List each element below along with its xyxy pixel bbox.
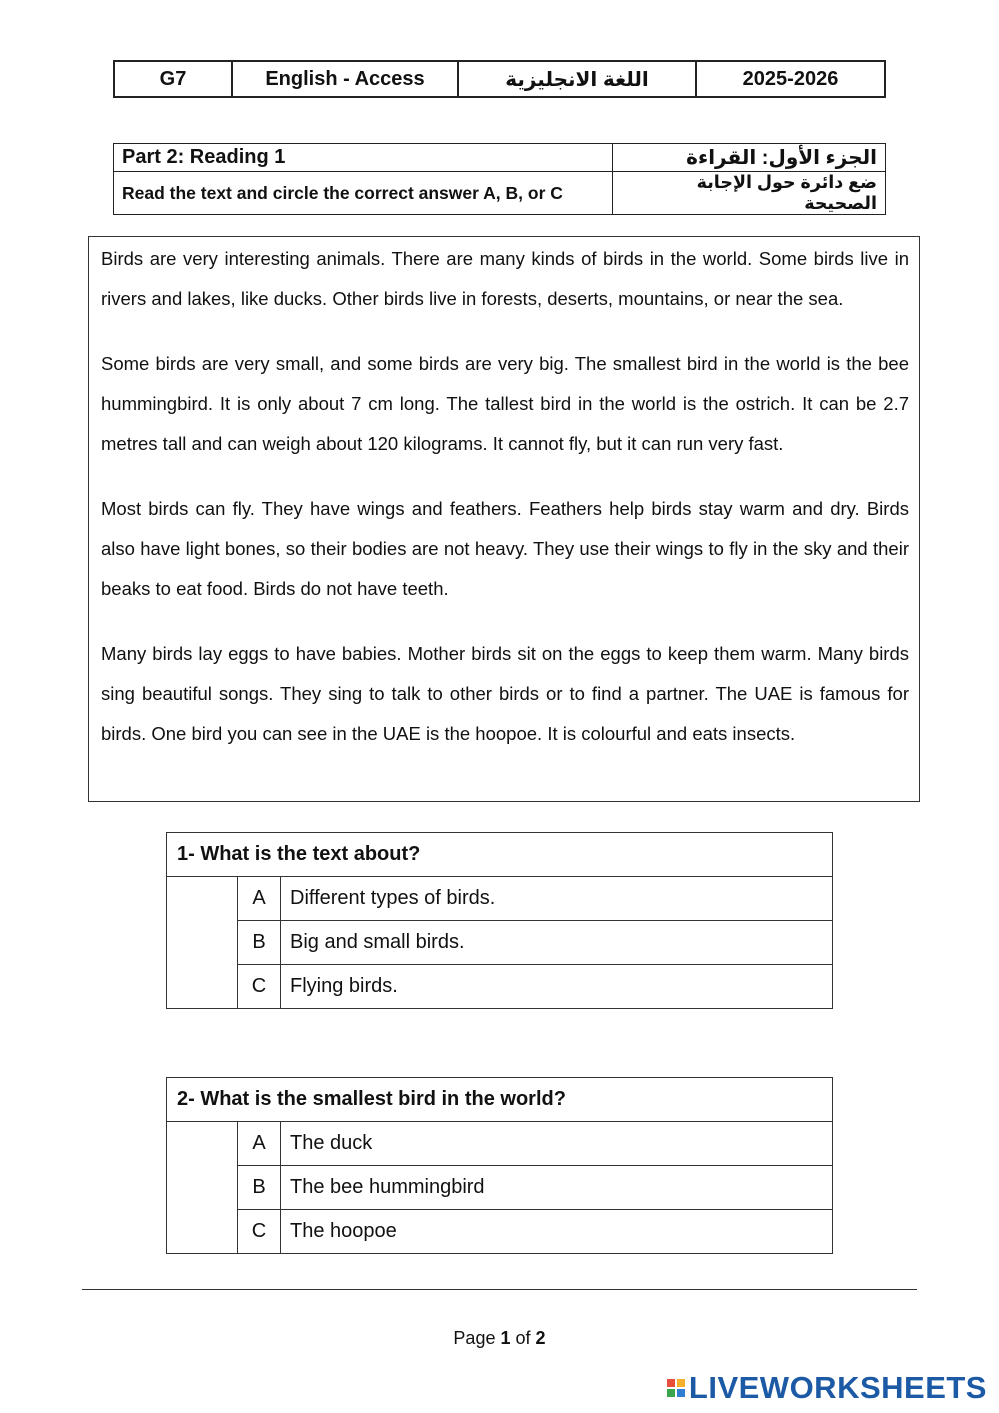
option-a[interactable]: Different types of birds. bbox=[281, 877, 833, 921]
passage-paragraph-1: Birds are very interesting animals. There are many kinds of birds in the world. Some birds live in rivers and lakes, like ducks. Other birds live in forests, deserts, mountains, or near the sea. bbox=[101, 248, 909, 309]
brand-name: LIVEWORKSHEETS bbox=[688, 1370, 987, 1405]
answer-space bbox=[167, 1122, 238, 1254]
of-word: of bbox=[515, 1328, 531, 1348]
liveworksheets-icon bbox=[667, 1379, 685, 1397]
passage-paragraph-3: Most birds can fly. They have wings and feathers. Feathers help birds stay warm and dry. Birds also have light bones, so their bodies are not heavy. They use their wings to fly in the sky and their beaks to eat food. Birds do not have teeth. bbox=[101, 498, 909, 599]
option-c[interactable]: Flying birds. bbox=[281, 965, 833, 1009]
subject-en-cell: English - Access bbox=[232, 61, 458, 97]
option-letter-a[interactable]: A bbox=[238, 877, 281, 921]
liveworksheets-logo bbox=[667, 1370, 987, 1406]
passage-paragraph-2: Some birds are very small, and some birds are very big. The smallest bird in the world is the bee hummingbird. It is only about 7 cm long. The tallest bird in the world is the ostrich. It can be 2.7 metres tall and can weigh about 120 kilograms. It cannot fly, but it can run very fast. bbox=[101, 353, 909, 454]
part-title-ar: الجزء الأول: القراءة bbox=[613, 144, 886, 172]
option-letter-c[interactable]: C bbox=[238, 965, 281, 1009]
page-number bbox=[0, 1328, 999, 1349]
question-2-table bbox=[166, 1077, 833, 1254]
instruction-en: Read the text and circle the correct answer A, B, or C bbox=[114, 172, 613, 215]
page-total: 2 bbox=[535, 1328, 546, 1348]
passage-paragraph-4: Many birds lay eggs to have babies. Mother birds sit on the eggs to keep them warm. Many birds sing beautiful songs. They sing to talk to other birds or to find a partner. The UAE is famous for birds. One bird you can see in the UAE is the hoopoe. It is colourful and eats insects. bbox=[101, 643, 909, 744]
page-word: Page bbox=[453, 1328, 496, 1348]
option-letter-a[interactable]: A bbox=[238, 1122, 281, 1166]
footer-divider bbox=[82, 1289, 917, 1290]
option-letter-c[interactable]: C bbox=[238, 1210, 281, 1254]
option-c[interactable]: The hoopoe bbox=[281, 1210, 833, 1254]
question-2-text: 2- What is the smallest bird in the world? bbox=[167, 1078, 833, 1122]
question-1-text: 1- What is the text about? bbox=[167, 833, 833, 877]
option-letter-b[interactable]: B bbox=[238, 921, 281, 965]
answer-space bbox=[167, 877, 238, 1009]
part-info-table bbox=[113, 143, 886, 215]
reading-passage bbox=[88, 236, 920, 802]
instruction-ar: ضع دائرة حول الإجابة الصحيحة bbox=[613, 172, 886, 215]
grade-cell: G7 bbox=[114, 61, 232, 97]
option-b[interactable]: The bee hummingbird bbox=[281, 1166, 833, 1210]
year-cell: 2025-2026 bbox=[696, 61, 885, 97]
question-1-table bbox=[166, 832, 833, 1009]
page-current: 1 bbox=[500, 1328, 511, 1348]
option-b[interactable]: Big and small birds. bbox=[281, 921, 833, 965]
option-letter-b[interactable]: B bbox=[238, 1166, 281, 1210]
part-title-en: Part 2: Reading 1 bbox=[114, 144, 613, 172]
subject-ar-cell: اللغة الانجليزية bbox=[458, 61, 696, 97]
header-table bbox=[113, 60, 886, 98]
option-a[interactable]: The duck bbox=[281, 1122, 833, 1166]
